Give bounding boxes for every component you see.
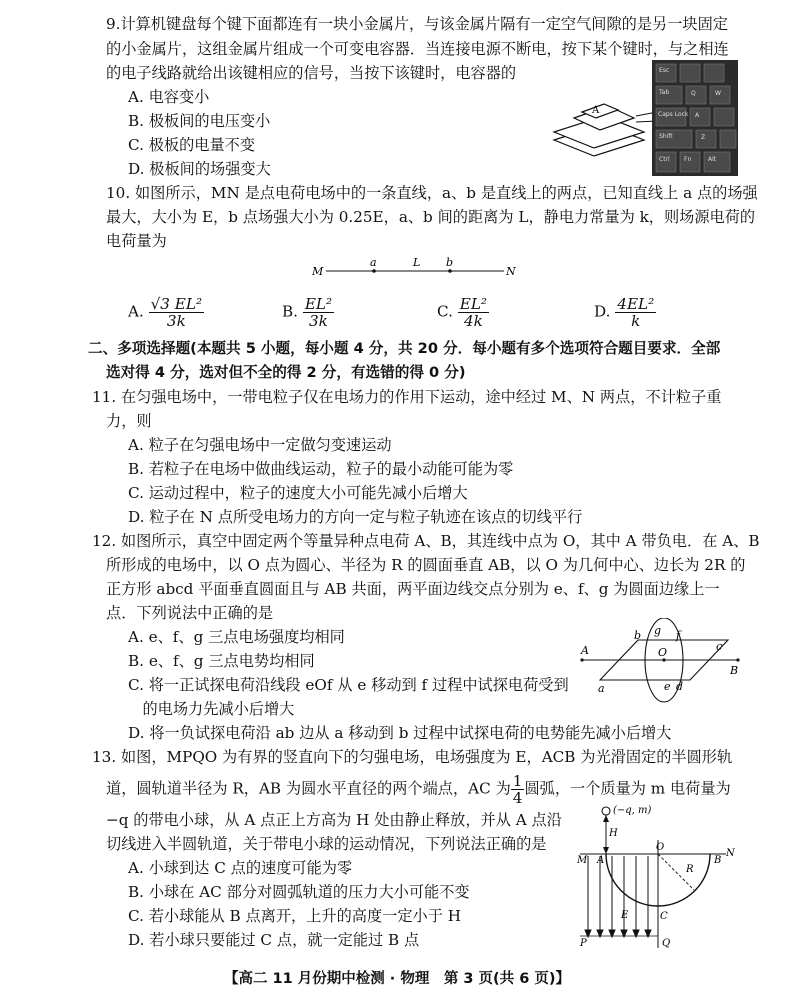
q10-option-a-num: √3 EL² [150, 295, 203, 313]
q11-option-b: B. 若粒子在电场中做曲线运动，粒子的最小动能可能为零 [128, 460, 514, 478]
keycap [690, 108, 710, 126]
label-Q: Q [662, 938, 671, 949]
q12-option-c: C. 将一正试探电荷沿线段 eOf 从 e 移动到 f 过程中试探电荷受到 [128, 676, 569, 694]
q13-option-d: D. 若小球只要能过 C 点，就一定能过 B 点 [128, 931, 420, 949]
label-n: N [506, 265, 516, 278]
q10-option-d-num: 4EL² [617, 295, 655, 313]
label-A: A [597, 855, 605, 866]
height-arrow-down [603, 847, 609, 854]
q13-option-c: C. 若小球能从 B 点离开，上升的高度一定小于 H [128, 907, 461, 925]
label-H: H [609, 828, 618, 839]
q10-option-d-fraction [615, 296, 656, 329]
q12-line-3: 正方形 abcd 平面垂直圆面且与 AB 共面，两平面边线交点分别为 e、f、g 为圆面边缘上一 [106, 580, 720, 598]
q13-line-1: 13. 如图，MPQO 为有界的竖直向下的匀强电场，电场强度为 E，ACB 为光滑固定的半圆形轨 [92, 748, 733, 766]
q10-option-b-label: B. [282, 302, 298, 321]
keycap [720, 130, 736, 148]
keycap [696, 130, 716, 148]
q12-option-d: D. 将一负试探电荷沿 ab 边从 a 移动到 b 过程中试探电荷的电势能先减小后增大 [128, 724, 672, 742]
label-a: a [598, 682, 605, 695]
q10-line-2: 最大，大小为 E，b 点场强大小为 0.25E，a、b 间的距离为 L，静电力常量为 k，则场源电荷的 [106, 208, 756, 226]
q10-option-c-den: 4k [463, 312, 483, 330]
q10-option-b-fraction [303, 296, 334, 329]
label-b: b [634, 629, 642, 642]
q12-option-c-cont: 的电场力先减小后增大 [128, 700, 295, 718]
q10-option-c-fraction [458, 296, 489, 329]
q9-option-b: B. 极板间的电压变小 [128, 112, 271, 130]
q12-line-1: 12. 如图所示，真空中固定两个等量异种点电荷 A、B，其连线中点为 O，其中 A 带负电．在 A、B [92, 532, 760, 550]
q10-option-a [128, 296, 204, 329]
q13-line-3: −q 的带电小球，从 A 点正上方高为 H 处由静止释放，并从 A 点沿 [106, 811, 562, 829]
label-m: M [312, 265, 324, 278]
label-g: g [654, 624, 662, 637]
q10-option-c [437, 296, 489, 329]
q13-option-b: B. 小球在 AC 部分对圆弧轨道的压力大小可能不变 [128, 883, 470, 901]
page-footer: 【高二 11 月份期中检测 · 物理 第 3 页(共 6 页)】 [223, 971, 570, 987]
q10-option-d-den: k [631, 312, 641, 330]
key-label-ctrl: Ctrl [659, 156, 670, 163]
section-2-heading-line-1: 二、多项选择题(本题共 5 小题，每小题 4 分，共 20 分．每小题有多个选项符合题目要求．全部 [88, 340, 721, 357]
label-c: c [716, 640, 723, 653]
q10-option-c-label: C. [437, 302, 453, 321]
q11-line-2: 力，则 [106, 412, 152, 430]
height-arrow-up [603, 815, 609, 822]
q13-line-4: 切线进入半圆轨道，关于带电小球的运动情况，下列说法正确的是 [106, 835, 547, 853]
q12-option-a: A. e、f、g 三点电场强度均相同 [128, 628, 345, 646]
q13-option-a: A. 小球到达 C 点的速度可能为零 [128, 859, 353, 877]
q12-line-2: 所形成的电场中，以 O 点为圆心、半径为 R 的圆面垂直 AB，以 O 为几何中心、边长为 2R 的 [106, 556, 746, 574]
key-label-z: Z [701, 134, 706, 141]
q9-option-a: A. 电容变小 [128, 88, 210, 106]
q10-option-d [594, 296, 656, 329]
label-b: b [446, 257, 454, 269]
key-label-q: Q [691, 90, 696, 97]
q13-line-2-start: 道，圆轨道半径为 R，AB 为圆水平直径的两个端点，AC 为 [106, 779, 511, 798]
label-l: L [413, 257, 421, 269]
label-d: d [676, 680, 684, 693]
q9-line-2: 的小金属片，这组金属片组成一个可变电容器．当连接电源不断电，按下某个键时，与之相连 [106, 40, 729, 58]
q9-fig-label-a: A [592, 105, 600, 116]
q12-option-b: B. e、f、g 三点电势均相同 [128, 652, 315, 670]
charge-a [580, 658, 583, 661]
q11-line-1: 11. 在匀强电场中，一带电粒子仅在电场力的作用下运动，途中经过 M、N 两点，不计粒子重 [92, 388, 722, 406]
key-label-esc: Esc [659, 67, 670, 74]
q10-line-1: 10. 如图所示，MN 是点电荷电场中的一条直线，a、b 是直线上的两点，已知直线上 a 点的场强 [106, 184, 758, 202]
keycap [714, 108, 734, 126]
key-label-tab: Tab [659, 89, 670, 96]
q13-quarter-fraction [511, 773, 525, 806]
label-M: M [577, 855, 588, 866]
key-label-caps: Caps Lock [658, 111, 689, 118]
q9-option-c: C. 极板的电量不变 [128, 136, 256, 154]
q10-option-b-den: 3k [309, 312, 328, 330]
q10-option-d-label: D. [594, 302, 611, 321]
q10-option-b-num: EL² [304, 295, 333, 313]
label-B: B [730, 664, 739, 677]
q10-line-3: 电荷量为 [106, 232, 167, 250]
key-label-alt: Alt [708, 156, 717, 163]
q12-charges-figure [578, 618, 742, 722]
label-f: f [676, 629, 681, 642]
label-P: P [580, 938, 587, 949]
q13-frac-den: 4 [512, 789, 523, 807]
q10-option-a-label: A. [128, 302, 144, 321]
q10-option-c-num: EL² [459, 295, 488, 313]
q9-line-3: 的电子线路就给出该键相应的信号，当按下该键时，电容器的 [106, 64, 517, 82]
label-B: B [714, 855, 722, 866]
label-e: e [664, 680, 671, 693]
key-label-w: W [715, 90, 721, 97]
section-2-heading-line-2: 选对得 4 分，选对但不全的得 2 分，有选错的得 0 分) [106, 364, 466, 381]
charge-b [736, 658, 739, 661]
q11-option-a: A. 粒子在匀强电场中一定做匀变速运动 [128, 436, 392, 454]
q10-option-b [282, 296, 334, 329]
label-R: R [686, 864, 694, 875]
keycap [704, 64, 724, 82]
q10-option-a-den: 3k [166, 312, 186, 330]
point-b [448, 269, 452, 273]
label-A: A [581, 644, 589, 657]
q13-frac-num: 1 [512, 772, 523, 790]
q13-line-2-end: 圆弧，一个质量为 m 电荷量为 [524, 779, 731, 798]
q9-line-1: 9.计算机键盘每个键下面都连有一块小金属片，与该金属片隔有一定空气间隙的是另一块固定 [106, 15, 728, 33]
label-E: E [621, 910, 629, 921]
q10-line-figure [310, 257, 520, 281]
q11-option-c: C. 运动过程中，粒子的速度大小可能先减小后增大 [128, 484, 468, 502]
label-a: a [370, 257, 377, 269]
keycap [686, 86, 706, 104]
keycap [680, 64, 700, 82]
point-a [372, 269, 376, 273]
key-label-shift: Shift [659, 133, 673, 140]
q9-keyboard-figure [548, 60, 738, 176]
label-C: C [660, 911, 668, 922]
q13-track-figure [576, 800, 742, 950]
q10-option-a-fraction [149, 296, 204, 329]
key-label-a: A [695, 112, 700, 119]
label-O: O [656, 842, 665, 853]
q11-option-d: D. 粒子在 N 点所受电场力的方向一定与粒子轨迹在该点的切线平行 [128, 508, 583, 526]
label-N: N [726, 848, 735, 859]
q9-option-d: D. 极板间的场强变大 [128, 160, 271, 178]
key-label-fn: Fn [684, 156, 692, 163]
q12-line-4: 点．下列说法中正确的是 [106, 604, 274, 622]
charged-ball [602, 807, 610, 815]
label-O: O [658, 646, 668, 659]
label-charge: (−q, m) [613, 805, 652, 816]
